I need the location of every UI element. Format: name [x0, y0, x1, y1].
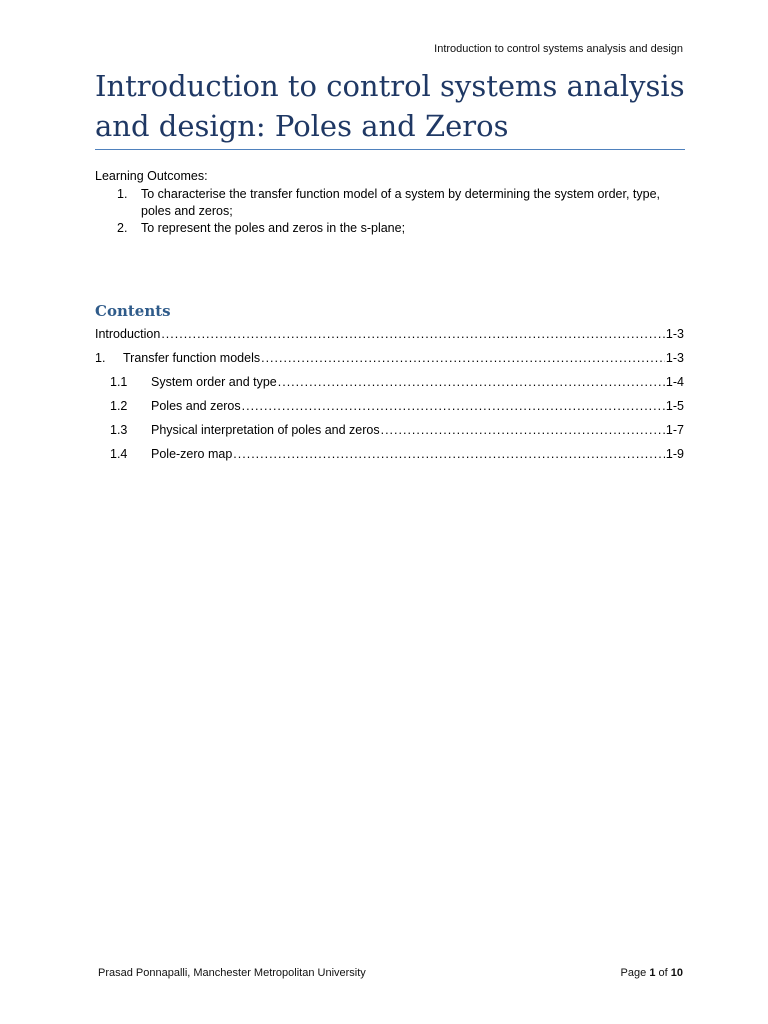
footer-page-current: 1 [649, 967, 656, 979]
toc-section-number: 1.4 [110, 447, 128, 461]
title-divider [95, 149, 685, 150]
outcome-text: To characterise the transfer function model of a system by determining the system order, type, poles and zeros; [141, 187, 660, 218]
toc-page-number: 1-3 [665, 327, 684, 341]
toc-page-number: 1-4 [665, 375, 684, 389]
toc-entry-pole-zero-map[interactable] [95, 446, 684, 470]
outcome-text: To represent the poles and zeros in the s-plane; [141, 221, 406, 235]
toc-entry-introduction[interactable] [95, 326, 684, 350]
footer-page-word: Page [620, 967, 647, 979]
toc-entry-label: System order and type [151, 375, 277, 389]
learning-outcome-item [95, 220, 685, 237]
outcome-number: 2. [117, 221, 128, 235]
footer-author: Prasad Ponnapalli, Manchester Metropolitan University [98, 967, 366, 979]
toc-section-number: 1.2 [110, 399, 128, 413]
footer-page-of: of [658, 967, 668, 979]
toc-page-number: 1-9 [665, 447, 684, 461]
learning-outcomes-list [95, 186, 685, 237]
footer-page-total: 10 [670, 967, 683, 979]
toc-dot-leader [242, 398, 665, 415]
contents-heading: Contents [95, 302, 171, 320]
outcome-number: 1. [117, 187, 128, 201]
toc-entry-label: Poles and zeros [151, 399, 241, 413]
toc-entry-label: Transfer function models [123, 351, 261, 365]
toc-section-number: 1.3 [110, 423, 128, 437]
toc-dot-leader [381, 422, 665, 439]
toc-dot-leader [261, 350, 665, 367]
toc-section-number: 1.1 [110, 375, 128, 389]
toc-entry-poles-and-zeros[interactable] [95, 398, 684, 422]
toc-page-number: 1-7 [665, 423, 684, 437]
learning-outcome-item [95, 186, 685, 220]
toc-entry-label: Pole-zero map [151, 447, 233, 461]
toc-entry-physical-interpretation[interactable] [95, 422, 684, 446]
document-title: Introduction to control systems analysis and design: Poles and Zeros [95, 69, 685, 143]
footer-page-indicator [621, 967, 683, 979]
running-header: Introduction to control systems analysis and design [434, 43, 683, 55]
toc-dot-leader [278, 374, 665, 391]
toc-page-number: 1-3 [665, 351, 684, 365]
toc-entry-label: Physical interpretation of poles and zeros [151, 423, 380, 437]
toc-entry-label: Introduction [95, 327, 161, 341]
learning-outcomes [95, 168, 685, 237]
table-of-contents [95, 326, 684, 470]
toc-entry-transfer-function-models[interactable] [95, 350, 684, 374]
toc-entry-system-order-and-type[interactable] [95, 374, 684, 398]
toc-dot-leader [161, 326, 665, 343]
learning-outcomes-heading: Learning Outcomes: [95, 169, 208, 183]
toc-section-number: 1. [95, 351, 106, 365]
toc-page-number: 1-5 [665, 399, 684, 413]
toc-dot-leader [233, 446, 665, 463]
